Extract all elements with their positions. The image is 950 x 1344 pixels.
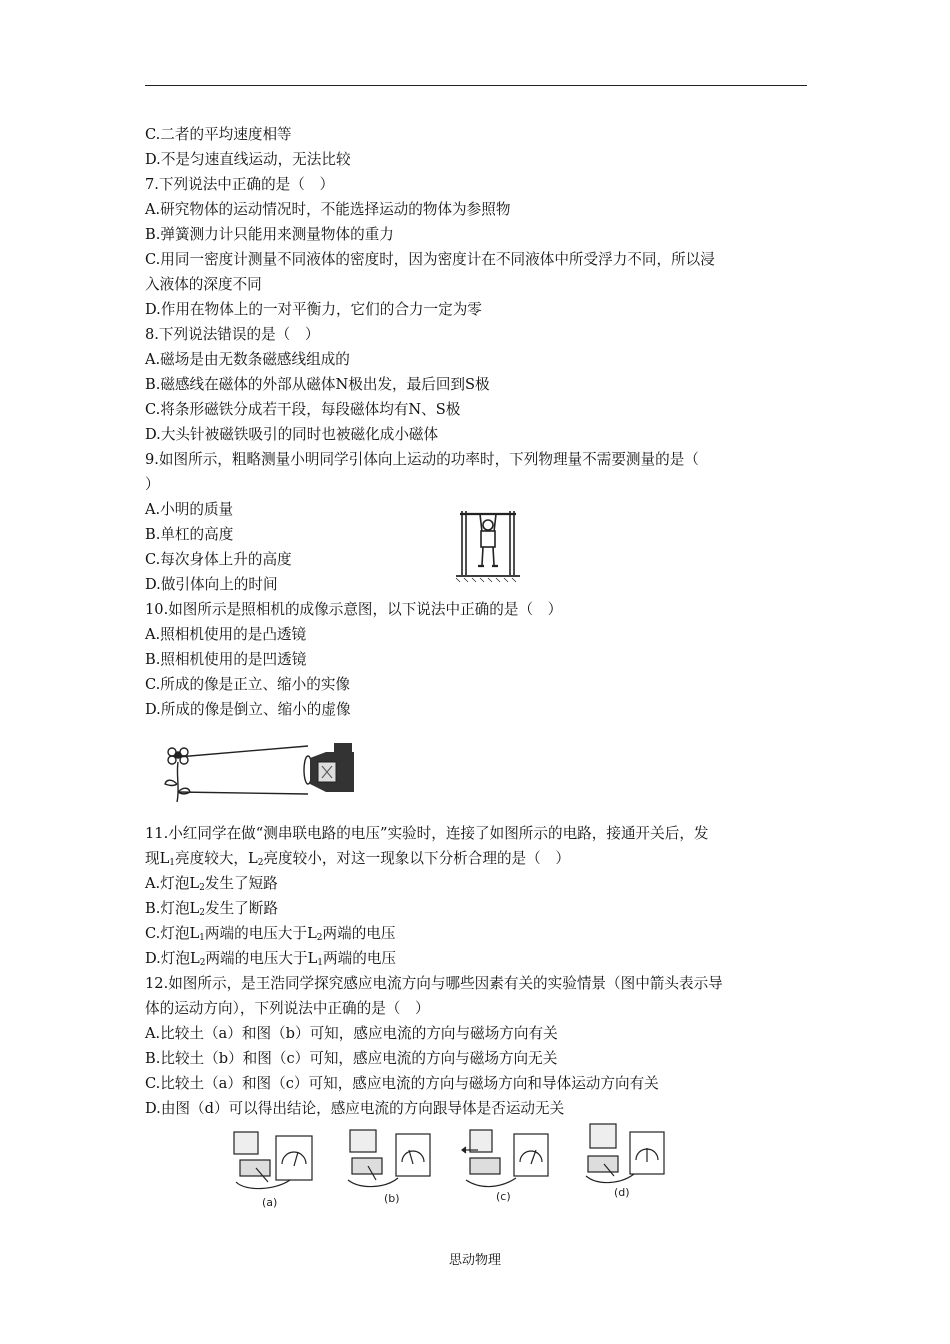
q9-option-b: B.单杠的高度 bbox=[145, 526, 234, 543]
q12-option-a: A.比较土（a）和图（b）可知，感应电流的方向与磁场方向有关 bbox=[145, 1025, 558, 1042]
q12-stem: 12.如图所示，是王浩同学探究感应电流方向与哪些因素有关的实验情景（图中箭头表示导 bbox=[145, 975, 723, 992]
q6-option-d: D.不是匀速直线运动，无法比较 bbox=[145, 151, 351, 168]
q11-option-b: B.灯泡$L_2$发生了断路 bbox=[145, 900, 278, 918]
panel-b bbox=[348, 1130, 430, 1187]
q11-stem: 11.小红同学在做“测串联电路的电压”实验时，连接了如图所示的电路，接通开关后，发 bbox=[145, 825, 709, 842]
header-rule bbox=[145, 85, 807, 86]
q11-option-c: C.灯泡$L_1$两端的电压大于$L_2$两端的电压 bbox=[145, 925, 396, 943]
q10-option-c: C.所成的像是正立、缩小的实像 bbox=[145, 676, 351, 693]
q10-option-d: D.所成的像是倒立、缩小的虚像 bbox=[145, 701, 351, 718]
q11-stem-cont: 现$L_1$亮度较大，$L_2$亮度较小，对这一现象以下分析合理的是（ ） bbox=[145, 850, 570, 868]
induction-experiment-figure bbox=[226, 1122, 676, 1208]
q7-option-c: C.用同一密度计测量不同液体的密度时，因为密度计在不同液体中所受浮力不同，所以浸 bbox=[145, 251, 715, 268]
q12-stem-cont: 体的运动方向），下列说法中正确的是（ ） bbox=[145, 1000, 430, 1017]
q9-stem-cont: ） bbox=[145, 476, 160, 493]
q8-option-b: B.磁感线在磁体的外部从磁体N极出发，最后回到S极 bbox=[145, 376, 490, 393]
q11-option-d: D.灯泡$L_2$两端的电压大于$L_1$两端的电压 bbox=[145, 950, 397, 968]
label-d: (d) bbox=[614, 1186, 630, 1199]
q12-option-d: D.由图（d）可以得出结论，感应电流的方向跟导体是否运动无关 bbox=[145, 1100, 565, 1117]
q9-option-d: D.做引体向上的时间 bbox=[145, 576, 278, 593]
camera-imaging-figure bbox=[158, 740, 363, 810]
q7-option-a: A.研究物体的运动情况时，不能选择运动的物体为参照物 bbox=[145, 201, 511, 218]
q9-stem: 9.如图所示，粗略测量小明同学引体向上运动的功率时，下列物理量不需要测量的是（ bbox=[145, 451, 699, 468]
q8-stem: 8.下列说法错误的是（ ） bbox=[145, 326, 320, 343]
q8-option-d: D.大头针被磁铁吸引的同时也被磁化成小磁体 bbox=[145, 426, 439, 443]
q12-option-c: C.比较土（a）和图（c）可知，感应电流的方向与磁场方向和导体运动方向有关 bbox=[145, 1075, 659, 1092]
q11-option-a: A.灯泡$L_2$发生了短路 bbox=[145, 875, 278, 893]
q7-option-c-cont: 入液体的深度不同 bbox=[145, 276, 262, 293]
q7-stem: 7.下列说法中正确的是（ ） bbox=[145, 176, 335, 193]
q8-option-a: A.磁场是由无数条磁感线组成的 bbox=[145, 351, 350, 368]
q9-option-c: C.每次身体上升的高度 bbox=[145, 551, 292, 568]
panel-d bbox=[586, 1124, 664, 1183]
q8-option-c: C.将条形磁铁分成若干段，每段磁体均有N、S极 bbox=[145, 401, 461, 418]
label-b: (b) bbox=[384, 1192, 400, 1205]
q9-option-a: A.小明的质量 bbox=[145, 501, 234, 518]
label-a: (a) bbox=[262, 1196, 278, 1208]
pull-up-figure bbox=[448, 505, 528, 585]
q7-option-d: D.作用在物体上的一对平衡力，它们的合力一定为零 bbox=[145, 301, 482, 318]
q6-option-c: C.二者的平均速度相等 bbox=[145, 126, 292, 143]
page-footer: 思动物理 bbox=[448, 1253, 501, 1268]
label-c: (c) bbox=[496, 1190, 511, 1203]
panel-a bbox=[234, 1132, 312, 1189]
panel-c bbox=[462, 1130, 548, 1187]
q10-option-a: A.照相机使用的是凸透镜 bbox=[145, 626, 307, 643]
q7-option-b: B.弹簧测力计只能用来测量物体的重力 bbox=[145, 226, 394, 243]
q10-stem: 10.如图所示是照相机的成像示意图，以下说法中正确的是（ ） bbox=[145, 601, 563, 618]
q12-option-b: B.比较土（b）和图（c）可知，感应电流的方向与磁场方向无关 bbox=[145, 1050, 558, 1067]
q10-option-b: B.照相机使用的是凹透镜 bbox=[145, 651, 307, 668]
